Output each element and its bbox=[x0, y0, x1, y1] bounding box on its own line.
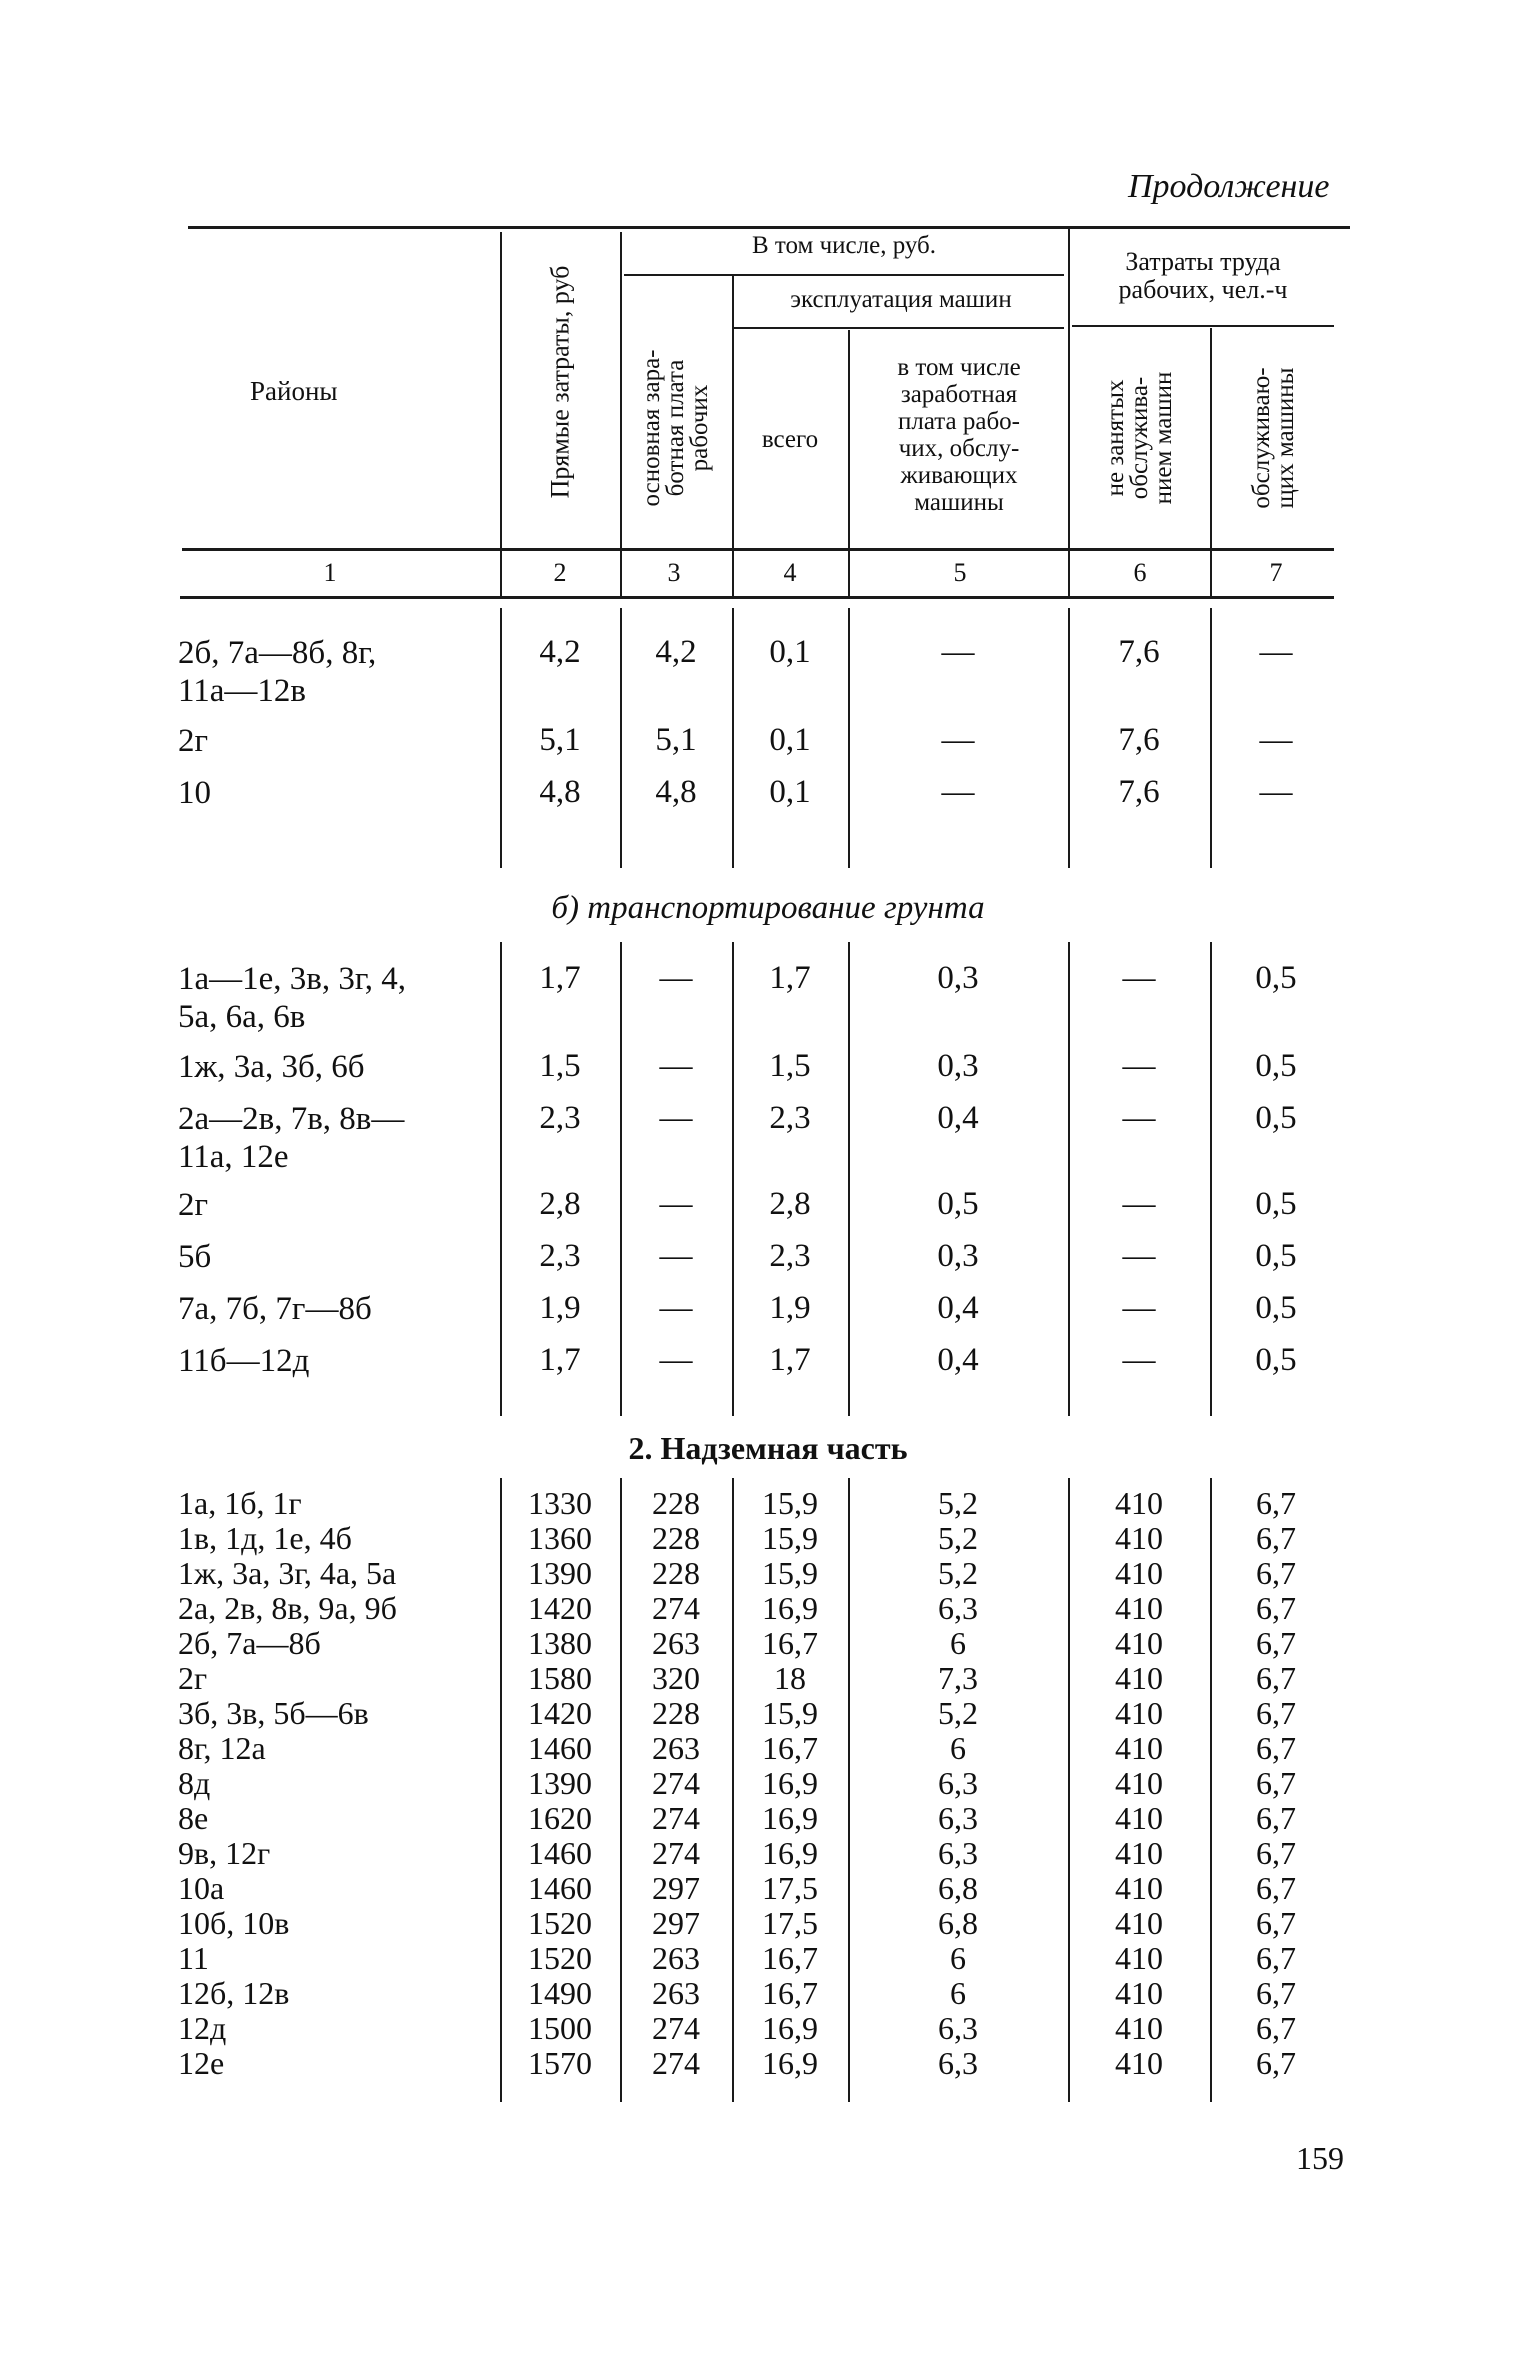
direct-cost-cell: 1490 bbox=[528, 1975, 592, 2011]
base-wage-cell: 4,2 bbox=[655, 634, 697, 670]
exploitation-total-cell: 16,9 bbox=[762, 1765, 818, 1801]
labor-not-serving-cell: 410 bbox=[1115, 1520, 1163, 1556]
labor-serving-cell: 0,5 bbox=[1255, 1342, 1297, 1378]
machine-wage-cell: 5,2 bbox=[938, 1695, 978, 1731]
labor-not-serving-cell: 7,6 bbox=[1118, 634, 1160, 670]
direct-cost-cell: 1520 bbox=[528, 1905, 592, 1941]
group-header: В том числе, руб. bbox=[751, 232, 937, 259]
header-divider bbox=[500, 232, 502, 596]
region-cell: 1а, 1б, 1г bbox=[178, 1485, 302, 1521]
labor-not-serving-cell: 410 bbox=[1115, 1765, 1163, 1801]
exploitation-total-cell: 1,7 bbox=[769, 1342, 811, 1378]
labor-not-serving-cell: 410 bbox=[1115, 1940, 1163, 1976]
direct-cost-cell: 1620 bbox=[528, 1800, 592, 1836]
direct-cost-cell: 1380 bbox=[528, 1625, 592, 1661]
labor-serving-cell: 6,7 bbox=[1256, 1800, 1296, 1836]
continuation-label: Продолжение bbox=[1128, 168, 1330, 205]
region-cell: 8г, 12а bbox=[178, 1730, 266, 1766]
header-bottom-rule bbox=[182, 548, 1334, 551]
region-cell: 2б, 7а—8б, 8г, 11а—12в bbox=[178, 635, 377, 709]
labor-serving-cell: 6,7 bbox=[1256, 1940, 1296, 1976]
machine-wage-cell: 6,8 bbox=[938, 1905, 978, 1941]
section-title-above-ground: 2. Надземная часть bbox=[628, 1430, 908, 1466]
base-wage-cell: — bbox=[659, 1100, 693, 1136]
exploitation-total-cell: 16,7 bbox=[762, 1940, 818, 1976]
exploitation-total-cell: 1,7 bbox=[769, 960, 811, 996]
col-number: 6 bbox=[1133, 558, 1147, 587]
base-wage-cell: 5,1 bbox=[655, 722, 697, 758]
exploitation-total-cell: 16,7 bbox=[762, 1730, 818, 1766]
header-divider bbox=[620, 232, 622, 596]
labor-serving-cell: 6,7 bbox=[1256, 2045, 1296, 2081]
labor-serving-cell: 6,7 bbox=[1256, 1520, 1296, 1556]
exploitation-total-cell: 16,7 bbox=[762, 1625, 818, 1661]
exploitation-total-cell: 2,3 bbox=[769, 1238, 811, 1274]
labor-serving-cell: 0,5 bbox=[1255, 960, 1297, 996]
machine-wage-cell: 6 bbox=[950, 1940, 966, 1976]
region-cell: 1в, 1д, 1е, 4б bbox=[178, 1520, 352, 1556]
machine-wage-cell: 5,2 bbox=[938, 1485, 978, 1521]
labor-not-serving-cell: — bbox=[1122, 1238, 1156, 1274]
section-title-transport: б) транспортирование грунта bbox=[551, 890, 985, 926]
machine-wage-cell: 6,3 bbox=[938, 1765, 978, 1801]
base-wage-cell: 297 bbox=[652, 1870, 700, 1906]
direct-cost-cell: 4,8 bbox=[539, 774, 581, 810]
base-wage-cell: 228 bbox=[652, 1520, 700, 1556]
base-wage-cell: 274 bbox=[652, 1800, 700, 1836]
direct-cost-cell: 1460 bbox=[528, 1835, 592, 1871]
region-cell: 10б, 10в bbox=[178, 1905, 290, 1941]
labor-serving-cell: 6,7 bbox=[1256, 1905, 1296, 1941]
region-cell: 8д bbox=[178, 1765, 211, 1801]
col-number: 7 bbox=[1269, 558, 1283, 587]
direct-cost-cell: 1330 bbox=[528, 1485, 592, 1521]
region-cell: 7а, 7б, 7г—8б bbox=[178, 1291, 372, 1327]
machine-wage-cell: 7,3 bbox=[938, 1660, 978, 1696]
region-cell: 11б—12д bbox=[178, 1343, 310, 1379]
labor-serving-cell: 6,7 bbox=[1256, 1730, 1296, 1766]
region-cell: 5б bbox=[178, 1239, 212, 1275]
labor-header: Затраты труда рабочих, чел.-ч bbox=[1118, 247, 1288, 304]
col-regions-header: Районы bbox=[250, 376, 338, 406]
exploitation-total-cell: 2,8 bbox=[769, 1186, 811, 1222]
direct-cost-cell: 1500 bbox=[528, 2010, 592, 2046]
region-cell: 10а bbox=[178, 1870, 225, 1906]
direct-cost-cell: 1390 bbox=[528, 1765, 592, 1801]
exploitation-total-cell: 15,9 bbox=[762, 1485, 818, 1521]
base-wage-cell: 320 bbox=[652, 1660, 700, 1696]
exploitation-total-cell: 0,1 bbox=[769, 774, 811, 810]
exploitation-total-cell: 16,9 bbox=[762, 1835, 818, 1871]
direct-cost-cell: 1460 bbox=[528, 1730, 592, 1766]
labor-not-serving-cell: 7,6 bbox=[1118, 722, 1160, 758]
region-cell: 3б, 3в, 5б—6в bbox=[178, 1695, 369, 1731]
machine-wage-cell: 5,2 bbox=[938, 1555, 978, 1591]
base-wage-cell: — bbox=[659, 960, 693, 996]
base-wage-cell: 263 bbox=[652, 1730, 700, 1766]
labor-not-serving-cell: 410 bbox=[1115, 2010, 1163, 2046]
machine-wage-cell: 0,3 bbox=[937, 1048, 979, 1084]
labor-not-serving-cell: 410 bbox=[1115, 1625, 1163, 1661]
exploitation-total-cell: 16,7 bbox=[762, 1975, 818, 2011]
labor-serving-cell: 6,7 bbox=[1256, 1660, 1296, 1696]
machine-wage-cell: 0,4 bbox=[937, 1342, 979, 1378]
labor-serving-cell: 6,7 bbox=[1256, 1590, 1296, 1626]
labor-not-serving-cell: 410 bbox=[1115, 1835, 1163, 1871]
direct-cost-cell: 5,1 bbox=[539, 722, 581, 758]
machine-wage-cell: 6,8 bbox=[938, 1870, 978, 1906]
base-wage-cell: 4,8 bbox=[655, 774, 697, 810]
region-cell: 2г bbox=[178, 1187, 209, 1223]
exploitation-total-cell: 17,5 bbox=[762, 1870, 818, 1906]
direct-cost-cell: 2,8 bbox=[539, 1186, 581, 1222]
machine-wage-cell: 5,2 bbox=[938, 1520, 978, 1556]
base-wage-cell: 228 bbox=[652, 1555, 700, 1591]
direct-cost-cell: 2,3 bbox=[539, 1100, 581, 1136]
col-number: 5 bbox=[953, 558, 967, 587]
labor-not-serving-cell: 410 bbox=[1115, 1800, 1163, 1836]
region-cell: 2б, 7а—8б bbox=[178, 1625, 321, 1661]
labor-serving-cell: 0,5 bbox=[1255, 1186, 1297, 1222]
labor-not-serving-cell: 410 bbox=[1115, 1905, 1163, 1941]
labor-not-serving-cell: — bbox=[1122, 1100, 1156, 1136]
labor-serving-cell: 0,5 bbox=[1255, 1100, 1297, 1136]
labor-serving-cell: 6,7 bbox=[1256, 1765, 1296, 1801]
labor-not-serving-cell: 410 bbox=[1115, 1485, 1163, 1521]
labor-not-serving-cell: 410 bbox=[1115, 1730, 1163, 1766]
exploitation-total-cell: 0,1 bbox=[769, 634, 811, 670]
region-cell: 2г bbox=[178, 1660, 208, 1696]
col-direct-costs-header: Прямые затраты, руб bbox=[545, 265, 575, 499]
base-wage-cell: 274 bbox=[652, 2045, 700, 2081]
exploitation-total-cell: 17,5 bbox=[762, 1905, 818, 1941]
labor-not-serving-cell: 410 bbox=[1115, 1660, 1163, 1696]
machine-wage-cell: 6,3 bbox=[938, 1590, 978, 1626]
base-wage-cell: 297 bbox=[652, 1905, 700, 1941]
direct-cost-cell: 1420 bbox=[528, 1695, 592, 1731]
region-cell: 1ж, 3а, 3б, 6б bbox=[178, 1049, 365, 1085]
direct-cost-cell: 4,2 bbox=[539, 634, 581, 670]
exploitation-total-cell: 1,9 bbox=[769, 1290, 811, 1326]
direct-cost-cell: 1580 bbox=[528, 1660, 592, 1696]
labor-serving-cell: 0,5 bbox=[1255, 1290, 1297, 1326]
col-base-wage-header: основная зара- ботная плата рабочих bbox=[638, 349, 713, 507]
machine-wage-cell: — bbox=[941, 634, 975, 670]
labor-rule bbox=[1072, 325, 1334, 327]
exploitation-total-cell: 1,5 bbox=[769, 1048, 811, 1084]
labor-serving-cell: 6,7 bbox=[1256, 1835, 1296, 1871]
base-wage-cell: 263 bbox=[652, 1975, 700, 2011]
page-number: 159 bbox=[1296, 2140, 1344, 2176]
base-wage-cell: — bbox=[659, 1048, 693, 1084]
labor-not-serving-cell: 410 bbox=[1115, 2045, 1163, 2081]
labor-serving-cell: 6,7 bbox=[1256, 1625, 1296, 1661]
base-wage-cell: 263 bbox=[652, 1625, 700, 1661]
direct-cost-cell: 2,3 bbox=[539, 1238, 581, 1274]
numbers-bottom-rule bbox=[180, 596, 1334, 599]
labor-not-serving-cell: — bbox=[1122, 1290, 1156, 1326]
direct-cost-cell: 1,9 bbox=[539, 1290, 581, 1326]
region-cell: 2г bbox=[178, 723, 209, 759]
labor-serving-cell: 0,5 bbox=[1255, 1238, 1297, 1274]
labor-serving-cell: — bbox=[1259, 774, 1293, 810]
machine-wage-cell: 6,3 bbox=[938, 1835, 978, 1871]
col-number: 2 bbox=[553, 558, 567, 587]
base-wage-cell: — bbox=[659, 1290, 693, 1326]
machine-wage-cell: 6,3 bbox=[938, 2045, 978, 2081]
labor-not-serving-cell: 7,6 bbox=[1118, 774, 1160, 810]
exploitation-total-cell: 15,9 bbox=[762, 1695, 818, 1731]
col-total-header: всего bbox=[761, 426, 819, 453]
labor-serving-cell: — bbox=[1259, 634, 1293, 670]
machine-wage-cell: 0,5 bbox=[937, 1186, 979, 1222]
region-cell: 12б, 12в bbox=[178, 1975, 290, 2011]
exploitation-total-cell: 16,9 bbox=[762, 1590, 818, 1626]
exploitation-total-cell: 0,1 bbox=[769, 722, 811, 758]
labor-serving-cell: 0,5 bbox=[1255, 1048, 1297, 1084]
machine-wage-cell: 6 bbox=[950, 1975, 966, 2011]
col-number: 4 bbox=[783, 558, 797, 587]
labor-not-serving-cell: — bbox=[1122, 1186, 1156, 1222]
col-serving-header: обслуживаю- щих машины bbox=[1248, 367, 1299, 509]
direct-cost-cell: 1420 bbox=[528, 1590, 592, 1626]
labor-not-serving-cell: — bbox=[1122, 960, 1156, 996]
direct-cost-cell: 1390 bbox=[528, 1555, 592, 1591]
machine-wage-cell: 0,3 bbox=[937, 1238, 979, 1274]
base-wage-cell: 228 bbox=[652, 1485, 700, 1521]
exploitation-rule bbox=[734, 327, 1064, 329]
machine-wage-cell: 6 bbox=[950, 1730, 966, 1766]
region-cell: 12е bbox=[178, 2045, 225, 2081]
labor-not-serving-cell: 410 bbox=[1115, 1555, 1163, 1591]
header-divider bbox=[1210, 328, 1212, 596]
region-cell: 2а, 2в, 8в, 9а, 9б bbox=[178, 1590, 397, 1626]
col-not-serving-header: не занятых обслужива- нием машин bbox=[1102, 371, 1177, 505]
base-wage-cell: 274 bbox=[652, 1765, 700, 1801]
base-wage-cell: — bbox=[659, 1342, 693, 1378]
base-wage-cell: — bbox=[659, 1186, 693, 1222]
labor-serving-cell: 6,7 bbox=[1256, 1555, 1296, 1591]
labor-not-serving-cell: — bbox=[1122, 1048, 1156, 1084]
machine-wage-cell: 6,3 bbox=[938, 2010, 978, 2046]
direct-cost-cell: 1,7 bbox=[539, 1342, 581, 1378]
exploitation-total-cell: 15,9 bbox=[762, 1520, 818, 1556]
machine-wage-cell: 0,4 bbox=[937, 1100, 979, 1136]
col-number: 3 bbox=[667, 558, 681, 587]
labor-serving-cell: 6,7 bbox=[1256, 1870, 1296, 1906]
direct-cost-cell: 1360 bbox=[528, 1520, 592, 1556]
base-wage-cell: 274 bbox=[652, 2010, 700, 2046]
labor-not-serving-cell: 410 bbox=[1115, 1590, 1163, 1626]
region-cell: 10 bbox=[178, 775, 211, 811]
machine-wage-cell: — bbox=[941, 774, 975, 810]
base-wage-cell: 228 bbox=[652, 1695, 700, 1731]
labor-not-serving-cell: 410 bbox=[1115, 1975, 1163, 2011]
labor-not-serving-cell: 410 bbox=[1115, 1695, 1163, 1731]
machine-wage-cell: 6,3 bbox=[938, 1800, 978, 1836]
exploitation-total-cell: 16,9 bbox=[762, 1800, 818, 1836]
base-wage-cell: 274 bbox=[652, 1590, 700, 1626]
exploitation-total-cell: 18 bbox=[774, 1660, 806, 1696]
direct-cost-cell: 1,7 bbox=[539, 960, 581, 996]
region-cell: 9в, 12г bbox=[178, 1835, 271, 1871]
exploitation-total-cell: 15,9 bbox=[762, 1555, 818, 1591]
labor-not-serving-cell: — bbox=[1122, 1342, 1156, 1378]
region-cell: 1ж, 3а, 3г, 4а, 5а bbox=[178, 1555, 397, 1591]
base-wage-cell: — bbox=[659, 1238, 693, 1274]
group-rule bbox=[624, 274, 1064, 276]
direct-cost-cell: 1570 bbox=[528, 2045, 592, 2081]
labor-not-serving-cell: 410 bbox=[1115, 1870, 1163, 1906]
base-wage-cell: 274 bbox=[652, 1835, 700, 1871]
exploitation-total-cell: 16,9 bbox=[762, 2045, 818, 2081]
region-cell: 11 bbox=[178, 1940, 209, 1976]
machine-wage-cell: 6 bbox=[950, 1625, 966, 1661]
labor-serving-cell: 6,7 bbox=[1256, 1485, 1296, 1521]
labor-serving-cell: 6,7 bbox=[1256, 2010, 1296, 2046]
direct-cost-cell: 1,5 bbox=[539, 1048, 581, 1084]
col-number: 1 bbox=[323, 558, 337, 587]
exploitation-total-cell: 2,3 bbox=[769, 1100, 811, 1136]
labor-serving-cell: 6,7 bbox=[1256, 1695, 1296, 1731]
direct-cost-cell: 1460 bbox=[528, 1870, 592, 1906]
header-top-rule bbox=[188, 226, 1350, 229]
labor-serving-cell: — bbox=[1259, 722, 1293, 758]
machine-wage-cell: — bbox=[941, 722, 975, 758]
exploitation-header: эксплуатация машин bbox=[790, 286, 1012, 313]
region-cell: 2а—2в, 7в, 8в— 11а, 12е bbox=[178, 1101, 405, 1175]
base-wage-cell: 263 bbox=[652, 1940, 700, 1976]
exploitation-total-cell: 16,9 bbox=[762, 2010, 818, 2046]
labor-serving-cell: 6,7 bbox=[1256, 1975, 1296, 2011]
region-cell: 8е bbox=[178, 1800, 209, 1836]
col-machine-wage-header: в том числе заработная плата рабо- чих, обслу- живающих машины bbox=[897, 354, 1021, 516]
machine-wage-cell: 0,3 bbox=[937, 960, 979, 996]
region-cell: 12д bbox=[178, 2010, 227, 2046]
region-cell: 1а—1е, 3в, 3г, 4, 5а, 6а, 6в bbox=[178, 961, 406, 1035]
machine-wage-cell: 0,4 bbox=[937, 1290, 979, 1326]
direct-cost-cell: 1520 bbox=[528, 1940, 592, 1976]
